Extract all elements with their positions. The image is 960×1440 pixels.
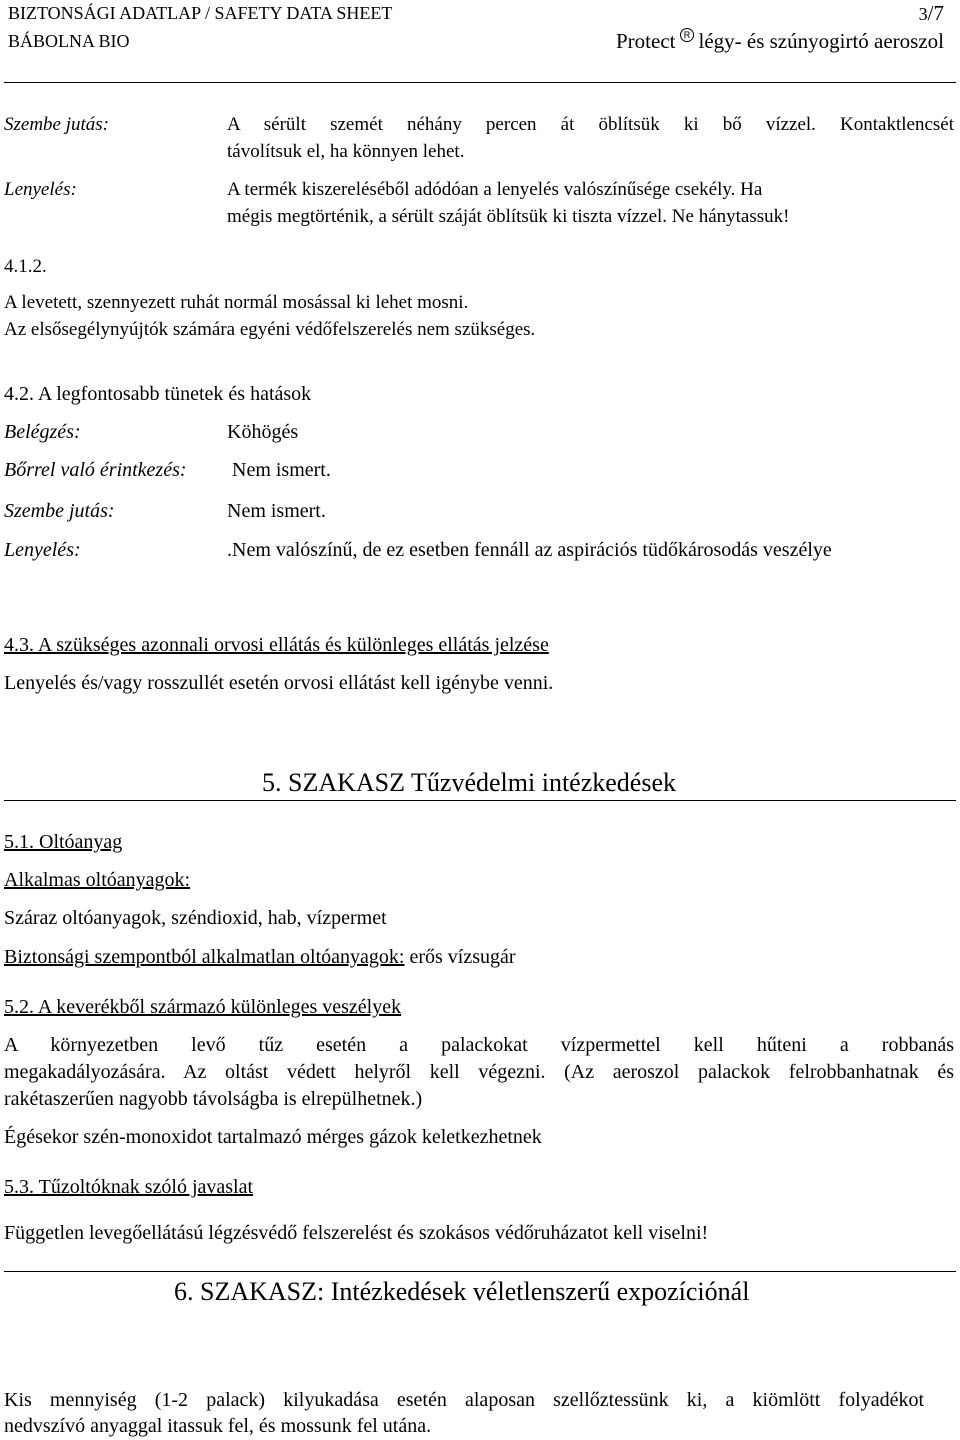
section-5-2-line3: rakétaszerűen nagyobb távolságba is elrepülhetnek.) [4, 1088, 423, 1110]
section-5-2-line1: A környezetben levő tűz esetén a palackokat vízpermettel kell hűteni a robbanás [4, 1034, 954, 1056]
section-5-divider [4, 800, 956, 801]
unsuitable-media-label: Biztonsági szempontból alkalmatlan oltóanyagok: [4, 946, 405, 968]
product-name: légy- és szúnyogirtó aeroszol [698, 29, 944, 53]
suitable-media-label: Alkalmas oltóanyagok: [4, 869, 191, 891]
section-4-1-2-line2: Az elsősegélynyújtók számára egyéni védőfelszerelés nem szükséges. [4, 319, 536, 340]
unsuitable-media-value: erős vízsugár [404, 946, 516, 968]
section-5-3-heading: 5.3. Tűzoltóknak szóló javaslat [4, 1176, 254, 1198]
symptom-value-eye: Nem ismert. [227, 500, 326, 522]
registered-mark-icon: R [680, 28, 694, 42]
header-product [616, 28, 944, 54]
symptom-value-inhalation: Köhögés [227, 421, 299, 443]
section-4-1-2-line1: A levetett, szennyezett ruhát normál mosással ki lehet mosni. [4, 292, 469, 313]
ingestion-line1: A termék kiszereléséből adódóan a lenyelés valószínűsége csekély. Ha [227, 179, 763, 200]
page-separator: / [927, 1, 934, 25]
section-5-1-heading: 5.1. Oltóanyag [4, 831, 123, 853]
symptom-label-skin: Bőrrel való érintkezés: [4, 459, 187, 481]
ingestion-label: Lenyelés: [4, 179, 77, 200]
section-6-title: 6. SZAKASZ: Intézkedések véletlenszerű expozíciónál [174, 1277, 750, 1306]
page-number [919, 1, 944, 26]
section-5-title: 5. SZAKASZ Tűzvédelmi intézkedések [262, 768, 676, 797]
section-4-1-2-number: 4.1.2. [4, 256, 47, 277]
header-divider [4, 82, 956, 83]
header-document-type: BIZTONSÁGI ADATLAP / SAFETY DATA SHEET [8, 3, 393, 23]
eye-contact-line2: távolítsuk el, ha könnyen lehet. [227, 141, 465, 162]
section-5-2-line2: megakadályozására. Az oltást védett helyről kell végezni. (Az aeroszol palackok felrobbanhatnak és [4, 1061, 954, 1083]
section-6-line2: nedvszívó anyaggal itassuk fel, és mossunk fel utána. [4, 1415, 432, 1437]
section-6-divider [4, 1271, 956, 1272]
section-4-3-heading: 4.3. A szükséges azonnali orvosi ellátás és különleges ellátás jelzése [4, 634, 549, 656]
ingestion-line2: mégis megtörténik, a sérült száját öblítsük ki tiszta vízzel. Ne hánytassuk! [227, 206, 790, 227]
section-6-line1: Kis mennyiség (1-2 palack) kilyukadása esetén alaposan szellőztessünk ki, a kiömlött folyadékot [4, 1389, 924, 1411]
section-5-3-text: Független levegőellátású légzésvédő felszerelést és szokásos védőruházatot kell viselni! [4, 1222, 709, 1244]
section-4-3-text: Lenyelés és/vagy rosszullét esetén orvosi ellátást kell igénybe venni. [4, 672, 554, 694]
symptom-label-inhalation: Belégzés: [4, 421, 81, 443]
eye-contact-label: Szembe jutás: [4, 114, 110, 135]
unsuitable-media [4, 946, 516, 969]
symptom-label-ingestion: Lenyelés: [4, 539, 81, 561]
eye-contact-line1: A sérült szemét néhány percen át öblítsük ki bő vízzel. Kontaktlencsét [227, 114, 954, 135]
symptom-value-ingestion: .Nem valószínű, de ez esetben fennáll az aspirációs tüdőkárosodás veszélye [227, 539, 832, 561]
section-4-2-heading: 4.2. A legfontosabb tünetek és hatások [4, 383, 312, 405]
product-brand: Protect [616, 29, 676, 53]
section-5-2-line4: Égésekor szén-monoxidot tartalmazó mérges gázok keletkezhetnek [4, 1126, 542, 1148]
header-company: BÁBOLNA BIO [8, 31, 130, 51]
section-5-2-heading: 5.2. A keverékből származó különleges veszélyek [4, 996, 402, 1018]
suitable-media-text: Száraz oltóanyagok, széndioxid, hab, vízpermet [4, 907, 387, 929]
page-current: 3 [918, 4, 928, 24]
symptom-label-eye: Szembe jutás: [4, 500, 115, 522]
page-total: 7 [933, 1, 944, 25]
symptom-value-skin: Nem ismert. [232, 459, 331, 481]
